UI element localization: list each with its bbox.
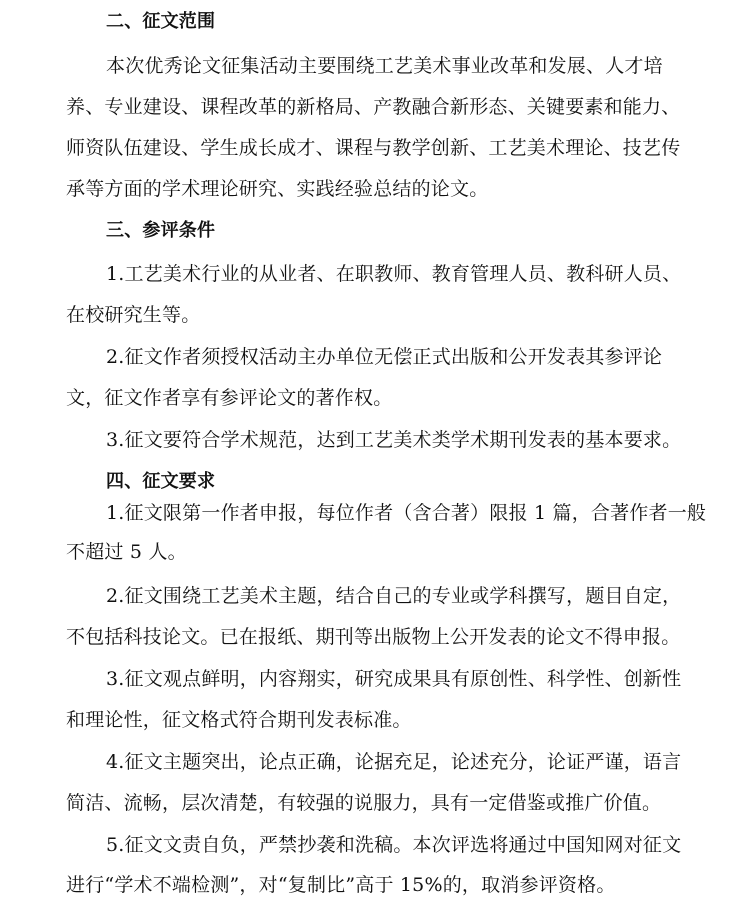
requirement-item-2-line: 不包括科技论文。已在报纸、期刊等出版物上公开发表的论文不得申报。 — [66, 626, 681, 648]
eligibility-item-3-line: 3.征文要符合学术规范，达到工艺美术类学术期刊发表的基本要求。 — [106, 429, 682, 451]
requirement-item-1-line: 1.征文限第一作者申报，每位作者（含合著）限报 1 篇，合著作者一般 — [106, 502, 707, 524]
scope-paragraph-line: 师资队伍建设、学生成长成才、课程与教学创新、工艺美术理论、技艺传 — [66, 137, 681, 159]
section-heading-requirements: 四、征文要求 — [106, 471, 216, 492]
eligibility-item-2-line: 文，征文作者享有参评论文的著作权。 — [66, 387, 393, 409]
scope-paragraph-line: 承等方面的学术理论研究、实践经验总结的论文。 — [66, 178, 489, 200]
eligibility-item-1-line: 在校研究生等。 — [66, 304, 201, 326]
requirement-item-2-line: 2.征文围绕工艺美术主题，结合自己的专业或学科撰写，题目自定， — [106, 585, 682, 607]
scope-paragraph-line: 养、专业建设、课程改革的新格局、产教融合新形态、关键要素和能力、 — [66, 96, 681, 118]
requirement-item-5-line: 进行“学术不端检测”，对“复制比”高于 15%的，取消参评资格。 — [66, 874, 616, 896]
requirement-item-3-line: 3.征文观点鲜明，内容翔实，研究成果具有原创性、科学性、创新性 — [106, 668, 682, 690]
eligibility-item-1-line: 1.工艺美术行业的从业者、在职教师、教育管理人员、教科研人员、 — [106, 263, 682, 285]
scope-paragraph-line: 本次优秀论文征集活动主要围绕工艺美术事业改革和发展、人才培 — [106, 55, 663, 77]
requirement-item-1-line: 不超过 5 人。 — [66, 541, 187, 563]
eligibility-item-2-line: 2.征文作者须授权活动主办单位无偿正式出版和公开发表其参评论 — [106, 346, 663, 368]
section-heading-scope: 二、征文范围 — [106, 11, 216, 32]
section-heading-eligibility: 三、参评条件 — [106, 220, 216, 241]
requirement-item-4-line: 简洁、流畅，层次清楚，有较强的说服力，具有一定借鉴或推广价值。 — [66, 792, 662, 814]
requirement-item-4-line: 4.征文主题突出，论点正确，论据充足，论述充分，论证严谨，语言 — [106, 751, 682, 773]
requirement-item-5-line: 5.征文文责自负，严禁抄袭和洗稿。本次评选将通过中国知网对征文 — [106, 834, 682, 856]
requirement-item-3-line: 和理论性，征文格式符合期刊发表标准。 — [66, 709, 412, 731]
